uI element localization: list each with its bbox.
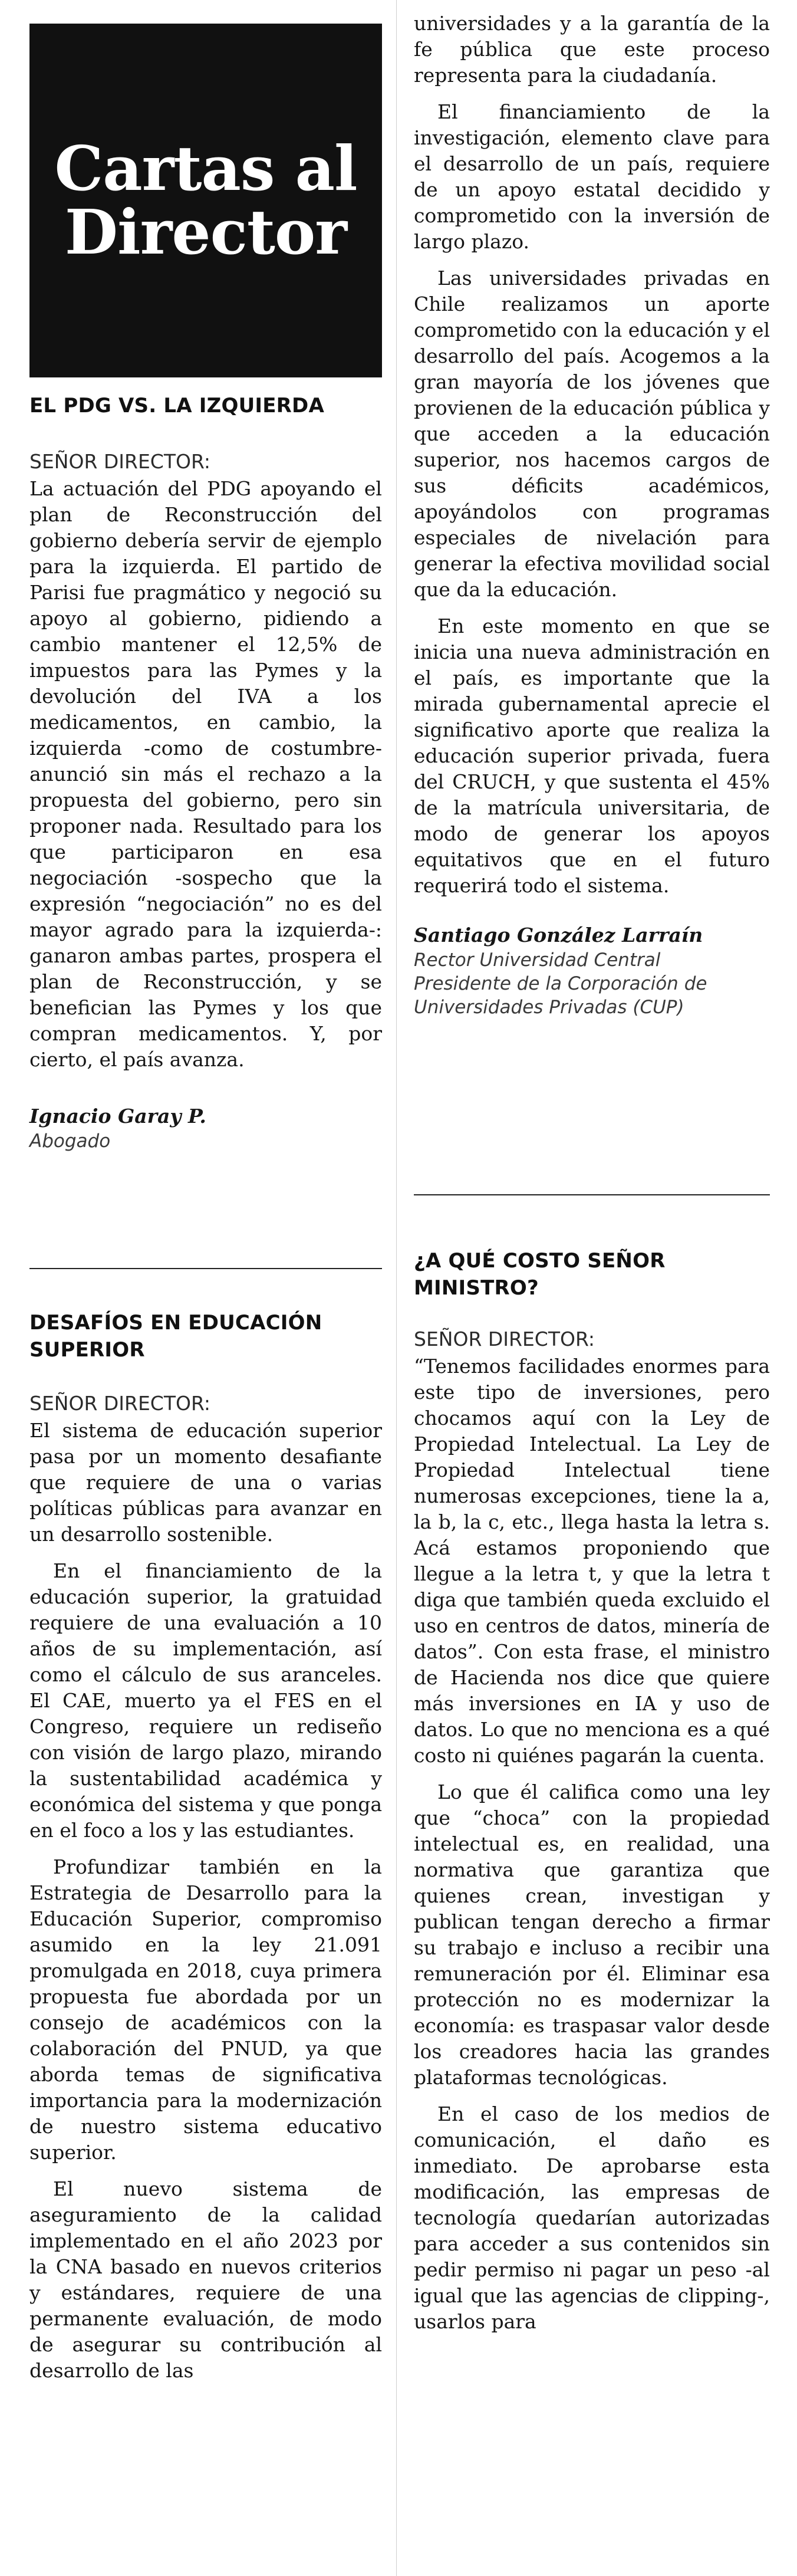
- letter-paragraph: En el financiamiento de la educación superior, la gratuidad requiere de una evaluación a 10 años de su implementación, así como el cálculo de sus aranceles. El CAE, muerto ya el FES en el Congreso, requiere un rediseño con visión de largo plazo, mirando la sustentabilidad académica y económica del sistema y que ponga en el foco a los y las estudiantes.: [29, 1559, 382, 1842]
- section-masthead: [29, 24, 382, 377]
- letter-signature-role: Rector Universidad Central: [414, 949, 661, 971]
- letter-paragraph: Profundizar también en la Estrategia de Desarrollo para la Educación Superior, compromiso asumido en la ley 21.091 promulgada en 2018, cuya primera propuesta fue abordada por un consejo de académicos con la colaboración del PNUD, ya que aborda temas de significativa importancia para la modernización de nuestro sistema educativo superior.: [29, 1855, 382, 2164]
- letter-a-que-costo: [414, 1247, 770, 2335]
- letter-salutation: SEÑOR DIRECTOR:: [29, 1392, 211, 1415]
- section-title-line-2: Director: [64, 196, 347, 268]
- letter-paragraph: El sistema de educación superior pasa por un momento desafiante que requiere de una o varias políticas públicas para avanzar en un desarrollo sostenible.: [29, 1419, 382, 1546]
- letter-paragraph: En el caso de los medios de comunicación, el daño es inmediato. De aprobarse esta modificación, las empresas de tecnología quedarían autorizadas para acceder a sus contenidos sin pedir permiso ni pagar un peso -al igual que las agencias de clipping-, usarlos para: [414, 2102, 770, 2333]
- letter-signature-role: Presidente de la Corporación de: [414, 973, 707, 994]
- letter-pdg: [29, 392, 382, 1153]
- letter-body: [414, 1353, 770, 2335]
- letter-body: [414, 11, 770, 899]
- letter-signature: Ignacio Garay P.: [29, 1105, 206, 1128]
- section-title-line-1: Cartas al: [54, 132, 357, 205]
- left-column: [29, 0, 382, 2382]
- column-rule: [396, 0, 397, 2576]
- letter-headline: EL PDG VS. LA IZQUIERDA: [29, 394, 324, 418]
- letter-signature: Santiago González Larraín: [414, 924, 703, 947]
- letter-paragraph: El financiamiento de la investigación, elemento clave para el desarrollo de un país, requiere de un apoyo estatal decidido y comprometido con la inversión de largo plazo.: [414, 100, 770, 253]
- letter-signature-role: Universidades Privadas (CUP): [414, 997, 684, 1018]
- letter-educacion: [29, 1309, 382, 2384]
- letter-divider: [29, 1268, 382, 1269]
- letter-paragraph: Lo que él califica como una ley que “choca” con la propiedad intelectual es, en realidad, una normativa que garantiza que quienes crean, investigan y publican tengan derecho a firmar su trabajo e incluso a recibir una remuneración por él. Eliminar esa protección no es modernizar la economía: es traspasar valor desde los creadores hacia las grandes plataformas tecnológicas.: [414, 1780, 770, 2089]
- letter-headline: DESAFÍOS EN EDUCACIÓN SUPERIOR: [29, 1311, 322, 1362]
- letter-paragraph: “Tenemos facilidades enormes para este tipo de inversiones, pero chocamos aquí con la Ley de Propiedad Intelectual. La Ley de Propiedad Intelectual tiene numerosas excepciones, tiene la a, la b, la c, etc., llega hasta la letra s. Acá estamos proponiendo que llegue a la letra t, y que la letra t diga que también queda excluido el uso en centros de datos, minería de datos”. Con esta frase, el ministro de Hacienda nos dice que quiere más inversiones en IA y uso de datos. Lo que no menciona es a qué costo ni quiénes pagarán la cuenta.: [414, 1355, 770, 1767]
- letter-salutation: SEÑOR DIRECTOR:: [414, 1328, 595, 1351]
- letter-body: [29, 476, 382, 1073]
- letter-paragraph: En este momento en que se inicia una nueva administración en el país, es importante que la mirada gubernamental aprecie el significativo aporte que realiza la educación superior privada, fuera del CRUCH, y que sustenta el 45% de la matrícula universitaria, de modo de generar los apoyos equitativos que en el futuro requerirá todo el sistema.: [414, 615, 770, 897]
- letter-signature-role: Abogado: [29, 1131, 111, 1152]
- letter-salutation: SEÑOR DIRECTOR:: [29, 450, 211, 473]
- letter-divider: [414, 1194, 770, 1195]
- letter-paragraph: universidades y a la garantía de la fe pública que este proceso representa para la ciudadanía.: [414, 12, 770, 87]
- letter-paragraph: La actuación del PDG apoyando el plan de Reconstrucción del gobierno debería servir de ejemplo para la izquierda. El partido de Parisi fue pragmático y negoció su apoyo al gobierno, pidiendo a cambio mantener el 12,5% de impuestos para las Pymes y la devolución del IVA a los medicamentos, en cambio, la izquierda -como de costumbre- anunció sin más el rechazo a la propuesta del gobierno, pero sin proponer nada. Resultado para los que participaron en esa negociación -sospecho que la expresión “negociación” no es del mayor agrado para la izquierda-: ganaron ambas partes, prospera el plan de Reconstrucción, y se benefician las Pymes y los que compran medicamentos. Y, por cierto, el país avanza.: [29, 477, 382, 1071]
- letter-body: [29, 1418, 382, 2384]
- letter-paragraph: Las universidades privadas en Chile realizamos un aporte comprometido con la educación y el desarrollo del país. Acogemos a la gran mayoría de los jóvenes que provienen de la educación pública y que acceden a la educación superior, nos hacemos cargos de sus déficits académicos, apoyándolos con programas especiales de nivelación para generar la efectiva movilidad social que da la educación.: [414, 267, 770, 601]
- letter-educacion-continued: [414, 11, 770, 1019]
- letter-paragraph: El nuevo sistema de aseguramiento de la calidad implementado en el año 2023 por la CNA basado en nuevos criterios y estándares, requiere de una permanente evaluación, de modo de asegurar su contribución al desarrollo de las: [29, 2177, 382, 2382]
- letter-headline: ¿A QUÉ COSTO SEÑOR MINISTRO?: [414, 1249, 666, 1300]
